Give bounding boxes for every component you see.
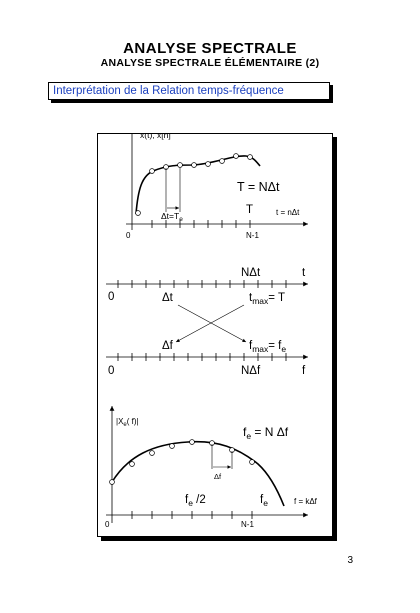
bottom-fe-mark: $f_e$ bbox=[260, 494, 268, 508]
df-label: Δf bbox=[162, 340, 173, 352]
bottom-x-label: f = kΔf bbox=[294, 497, 317, 506]
bottom-samples bbox=[110, 440, 255, 485]
frequency-axis-end-label: NΔf bbox=[241, 365, 261, 377]
bottom-y-label: $|X_e$( f)| bbox=[116, 417, 139, 428]
fmax-label: $f_{max}= f_e$ bbox=[249, 340, 287, 354]
arrow-tmax-to-df bbox=[176, 305, 244, 342]
section-heading: Interprétation de la Relation temps-fréquence bbox=[48, 82, 330, 100]
bottom-spectrum-plot bbox=[105, 406, 318, 529]
tmax-label: $t_{max}= T$ bbox=[249, 292, 285, 306]
bottom-origin-label: 0 bbox=[105, 520, 110, 529]
figure-svg bbox=[98, 134, 332, 536]
page-subtitle: ANALYSE SPECTRALE ÉLÉMENTAIRE (2) bbox=[100, 57, 320, 69]
frequency-origin-label: 0 bbox=[108, 365, 115, 377]
bottom-df-label: Δf bbox=[214, 472, 222, 481]
time-origin-label: 0 bbox=[108, 291, 115, 303]
time-axis-label: t bbox=[302, 267, 306, 279]
bottom-fe-equation: $f_e = N$ Δf bbox=[243, 425, 289, 441]
top-samples bbox=[136, 154, 253, 216]
top-origin-label: 0 bbox=[126, 231, 131, 240]
top-last-index-label: N-1 bbox=[246, 231, 259, 240]
dt-label: Δt bbox=[162, 292, 173, 304]
top-y-label: x(t), x[n] bbox=[140, 134, 171, 140]
time-frequency-diagram bbox=[106, 267, 308, 377]
figure-panel bbox=[97, 133, 333, 537]
frequency-axis-label: f bbox=[302, 365, 306, 377]
top-period-equation: T = NΔt bbox=[237, 180, 280, 194]
arrow-dt-to-fmax bbox=[178, 305, 246, 342]
top-sampling-step-label: $\Delta t=T_e$ bbox=[161, 211, 183, 223]
page-number: 3 bbox=[347, 555, 353, 566]
page-title: ANALYSE SPECTRALE bbox=[123, 40, 297, 57]
bottom-half-fe-label: $f_e$ /2 bbox=[185, 494, 206, 508]
bottom-last-index-label: N-1 bbox=[241, 520, 254, 529]
time-axis-end-label: NΔt bbox=[241, 267, 261, 279]
top-x-label: t = nΔt bbox=[276, 208, 300, 217]
top-signal-plot bbox=[126, 134, 308, 240]
top-sampling-step-marker bbox=[166, 168, 180, 212]
top-t-mark: T bbox=[246, 204, 254, 216]
